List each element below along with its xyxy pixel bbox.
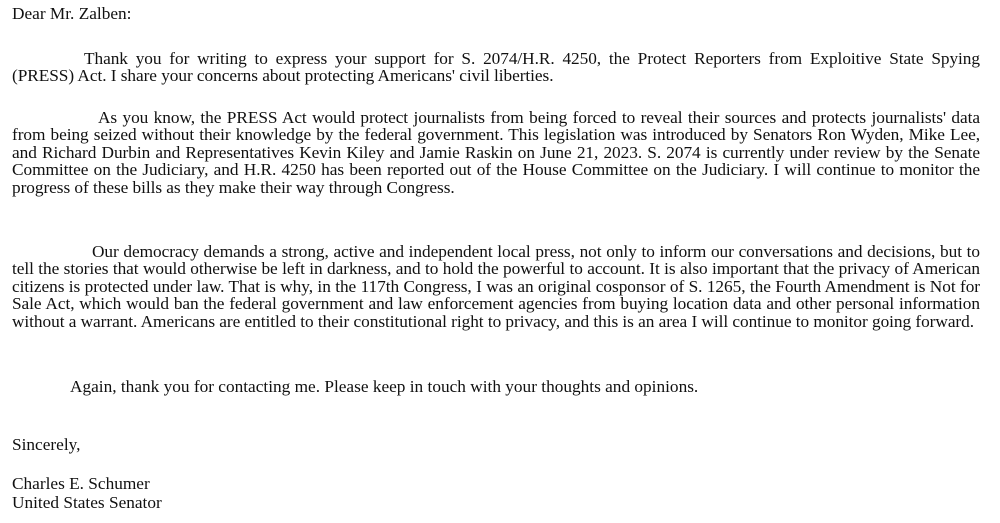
salutation: Dear Mr. Zalben: xyxy=(12,4,132,23)
closing: Sincerely, xyxy=(12,435,81,454)
paragraph-thanks: Again, thank you for contacting me. Please keep in touch with your thoughts and opinions. xyxy=(70,377,699,396)
paragraph-press-act: As you know, the PRESS Act would protect journalists from being forced to reveal their sources and protects journalists' data from being seized without their knowledge by the federal government. This legislation was introduced by Senators Ron Wyden, Mike Lee, and Richard Durbin and Representatives Kevin Kiley and Jamie Raskin on June 21, 2023. S. 2074 is currently under review by the Senate Committee on the Judiciary, and H.R. 4250 has been reported out of the House Committee on the Judiciary. I will continue to monitor the progress of these bills as they make their way through Congress. xyxy=(12,108,980,197)
signature-block xyxy=(12,474,162,512)
paragraph-support: Thank you for writing to express your support for S. 2074/H.R. 4250, the Protect Reporters from Exploitive State Spying (PRESS) Act. I share your concerns about protecting Americans' civil liberties. xyxy=(12,49,980,86)
paragraph-democracy: Our democracy demands a strong, active and independent local press, not only to inform our conversations and decisions, but to tell the stories that would otherwise be left in darkness, and to hold the powerful to account. It is also important that the privacy of American citizens is protected under law. That is why, in the 117th Congress, I was an original cosponsor of S. 1265, the Fourth Amendment is Not for Sale Act, which would ban the federal government and law enforcement agencies from buying location data and other personal information without a warrant. Americans are entitled to their constitutional right to privacy, and this is an area I will continue to monitor going forward. xyxy=(12,242,980,331)
signer-title: United States Senator xyxy=(12,493,162,512)
signer-name: Charles E. Schumer xyxy=(12,474,150,493)
